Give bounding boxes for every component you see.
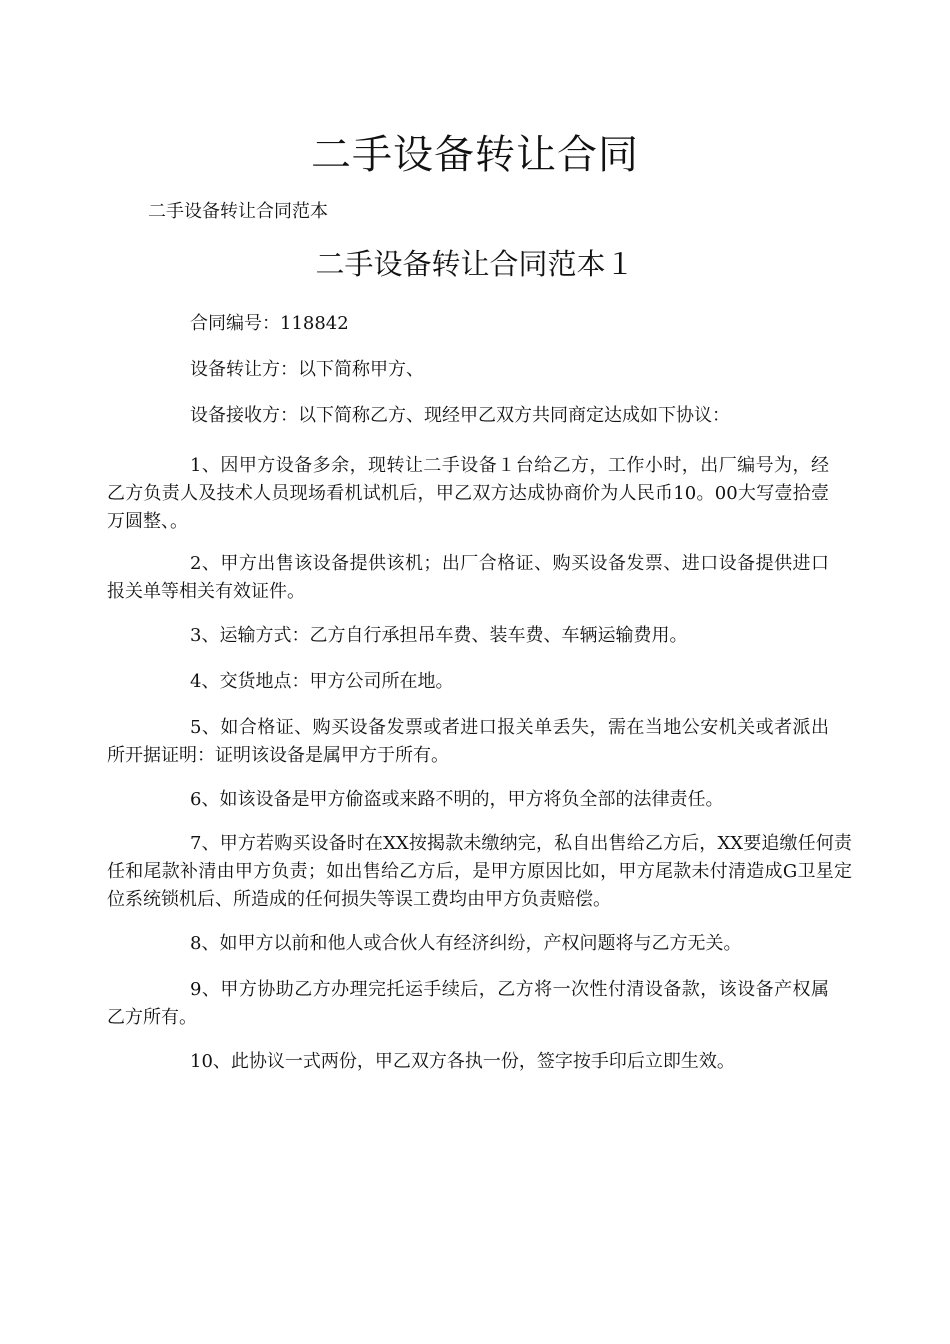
clause-8: 8、如甲方以前和他人或合伙人有经济纠纷，产权问题将与乙方无关。	[190, 933, 742, 954]
clause-2: 2、甲方出售该设备提供该机；出厂合格证、购买设备发票、进口设备提供进口报关单等相关有效证件。	[107, 553, 829, 602]
clause-1: 1、因甲方设备多余，现转让二手设备１台给乙方，工作小时，出厂编号为，经乙方负责人及技术人员现场看机试机后，甲乙双方达成协商价为人民币10。00大写壹拾壹万圆整、。	[107, 455, 829, 532]
clause-5: 5、如合格证、购买设备发票或者进口报关单丢失，需在当地公安机关或者派出所开据证明：证明该设备是属甲方于所有。	[107, 717, 829, 766]
document-title: 二手设备转让合同	[311, 131, 639, 178]
clause-6: 6、如该设备是甲方偷盗或来路不明的，甲方将负全部的法律责任。	[190, 789, 724, 810]
section-title: 二手设备转让合同范本１	[315, 247, 635, 281]
clause-3: 3、运输方式：乙方自行承担吊车费、装车费、车辆运输费用。	[190, 625, 688, 646]
transferor-field: 设备转让方：以下简称甲方、	[190, 359, 424, 380]
document-subheading: 二手设备转让合同范本	[148, 201, 328, 222]
clause-10: 10、此协议一式两份，甲乙双方各执一份，签字按手印后立即生效。	[190, 1051, 735, 1072]
clause-4: 4、交货地点：甲方公司所在地。	[190, 671, 454, 692]
receiver-field: 设备接收方：以下简称乙方、现经甲乙双方共同商定达成如下协议：	[190, 405, 730, 426]
contract-number-field: 合同编号：118842	[190, 313, 349, 334]
clause-7: 7、甲方若购买设备时在XX按揭款未缴纳完，私自出售给乙方后，XX要追缴任何责任和尾款补清由甲方负责；如出售给乙方后，是甲方原因比如，甲方尾款未付清造成G卫星定位系统锁机后、所造成的任何损失等误工费均由甲方负责赔偿。	[107, 833, 852, 910]
clause-9: 9、甲方协助乙方办理完托运手续后，乙方将一次性付清设备款，该设备产权属乙方所有。	[107, 979, 829, 1028]
